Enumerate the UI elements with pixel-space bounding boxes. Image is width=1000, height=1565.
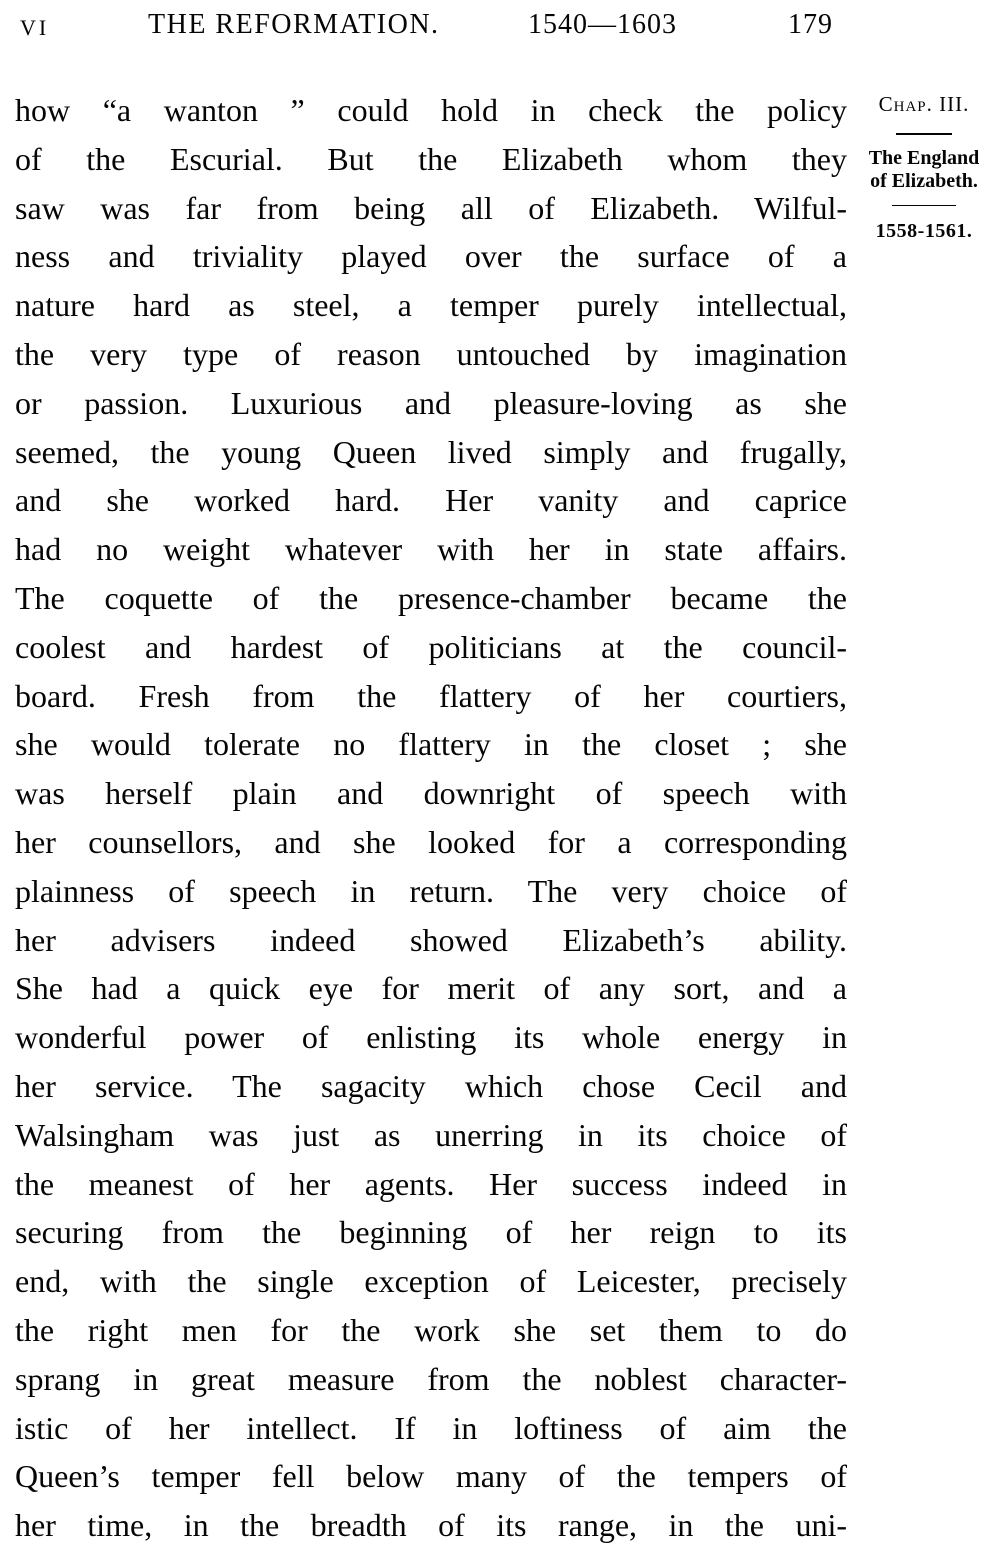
body-line: of the Escurial. But the Elizabeth whom they	[15, 140, 847, 177]
running-title: THE REFORMATION.	[148, 9, 440, 40]
sidenote-chapter: Chap. III.	[878, 92, 970, 116]
body-line: her counsellors, and she looked for a corresponding	[15, 823, 847, 860]
body-line: plainness of speech in return. The very choice of	[15, 872, 847, 909]
body-line: end, with the single exception of Leicester, precisely	[15, 1263, 847, 1300]
header-date-range: 1540—1603	[528, 9, 677, 40]
body-line: Walsingham was just as unerring in its choice of	[15, 1116, 847, 1153]
signature-mark: VI	[20, 15, 50, 40]
body-line: securing from the beginning of her reign to its	[15, 1214, 847, 1251]
body-line: the very type of reason untouched by imagination	[15, 335, 847, 372]
body-line: she would tolerate no flattery in the closet ; she	[15, 726, 847, 763]
body-line: and she worked hard. Her vanity and caprice	[15, 482, 847, 519]
body-line: wonderful power of enlisting its whole energy in	[15, 1019, 847, 1056]
body-line: the right men for the work she set them to do	[15, 1311, 847, 1348]
body-line: coolest and hardest of politicians at the council-	[15, 628, 847, 665]
body-line: nature hard as steel, a temper purely intellectual,	[15, 287, 847, 324]
body-line: She had a quick eye for merit of any sort, and a	[15, 970, 847, 1007]
body-line: seemed, the young Queen lived simply and frugally,	[15, 433, 847, 470]
body-line: her service. The sagacity which chose Cecil and	[15, 1067, 847, 1104]
sidenote-dates: 1558-1561.	[875, 220, 973, 242]
body-line: istic of her intellect. If in loftiness of aim the	[15, 1409, 847, 1446]
body-line: her time, in the breadth of its range, in the uni-	[15, 1507, 847, 1544]
body-line: the meanest of her agents. Her success indeed in	[15, 1165, 847, 1202]
body-line: her advisers indeed showed Elizabeth’s ability.	[15, 921, 847, 958]
sidenote-title: The England of Elizabeth.	[868, 147, 980, 192]
body-line: Queen’s temper fell below many of the tempers of	[15, 1458, 847, 1495]
body-line: how “a wanton ” could hold in check the policy	[15, 92, 847, 128]
body-line: or passion. Luxurious and pleasure-loving as she	[15, 384, 847, 421]
body-line: The coquette of the presence-chamber became the	[15, 579, 847, 616]
page-number: 179	[788, 9, 833, 40]
sidenotes	[851, 92, 997, 243]
sidenote-rule	[896, 133, 952, 135]
body-line: saw was far from being all of Elizabeth. Wilful-	[15, 189, 847, 226]
body-line: was herself plain and downright of speech with	[15, 775, 847, 812]
body-text	[15, 86, 847, 1550]
sidenote-rule-thin	[892, 205, 956, 206]
body-line: board. Fresh from the flattery of her courtiers,	[15, 677, 847, 714]
body-line: had no weight whatever with her in state affairs.	[15, 531, 847, 568]
body-line: sprang in great measure from the noblest character-	[15, 1360, 847, 1397]
running-header	[0, 0, 1000, 62]
body-line: ness and triviality played over the surface of a	[15, 238, 847, 275]
